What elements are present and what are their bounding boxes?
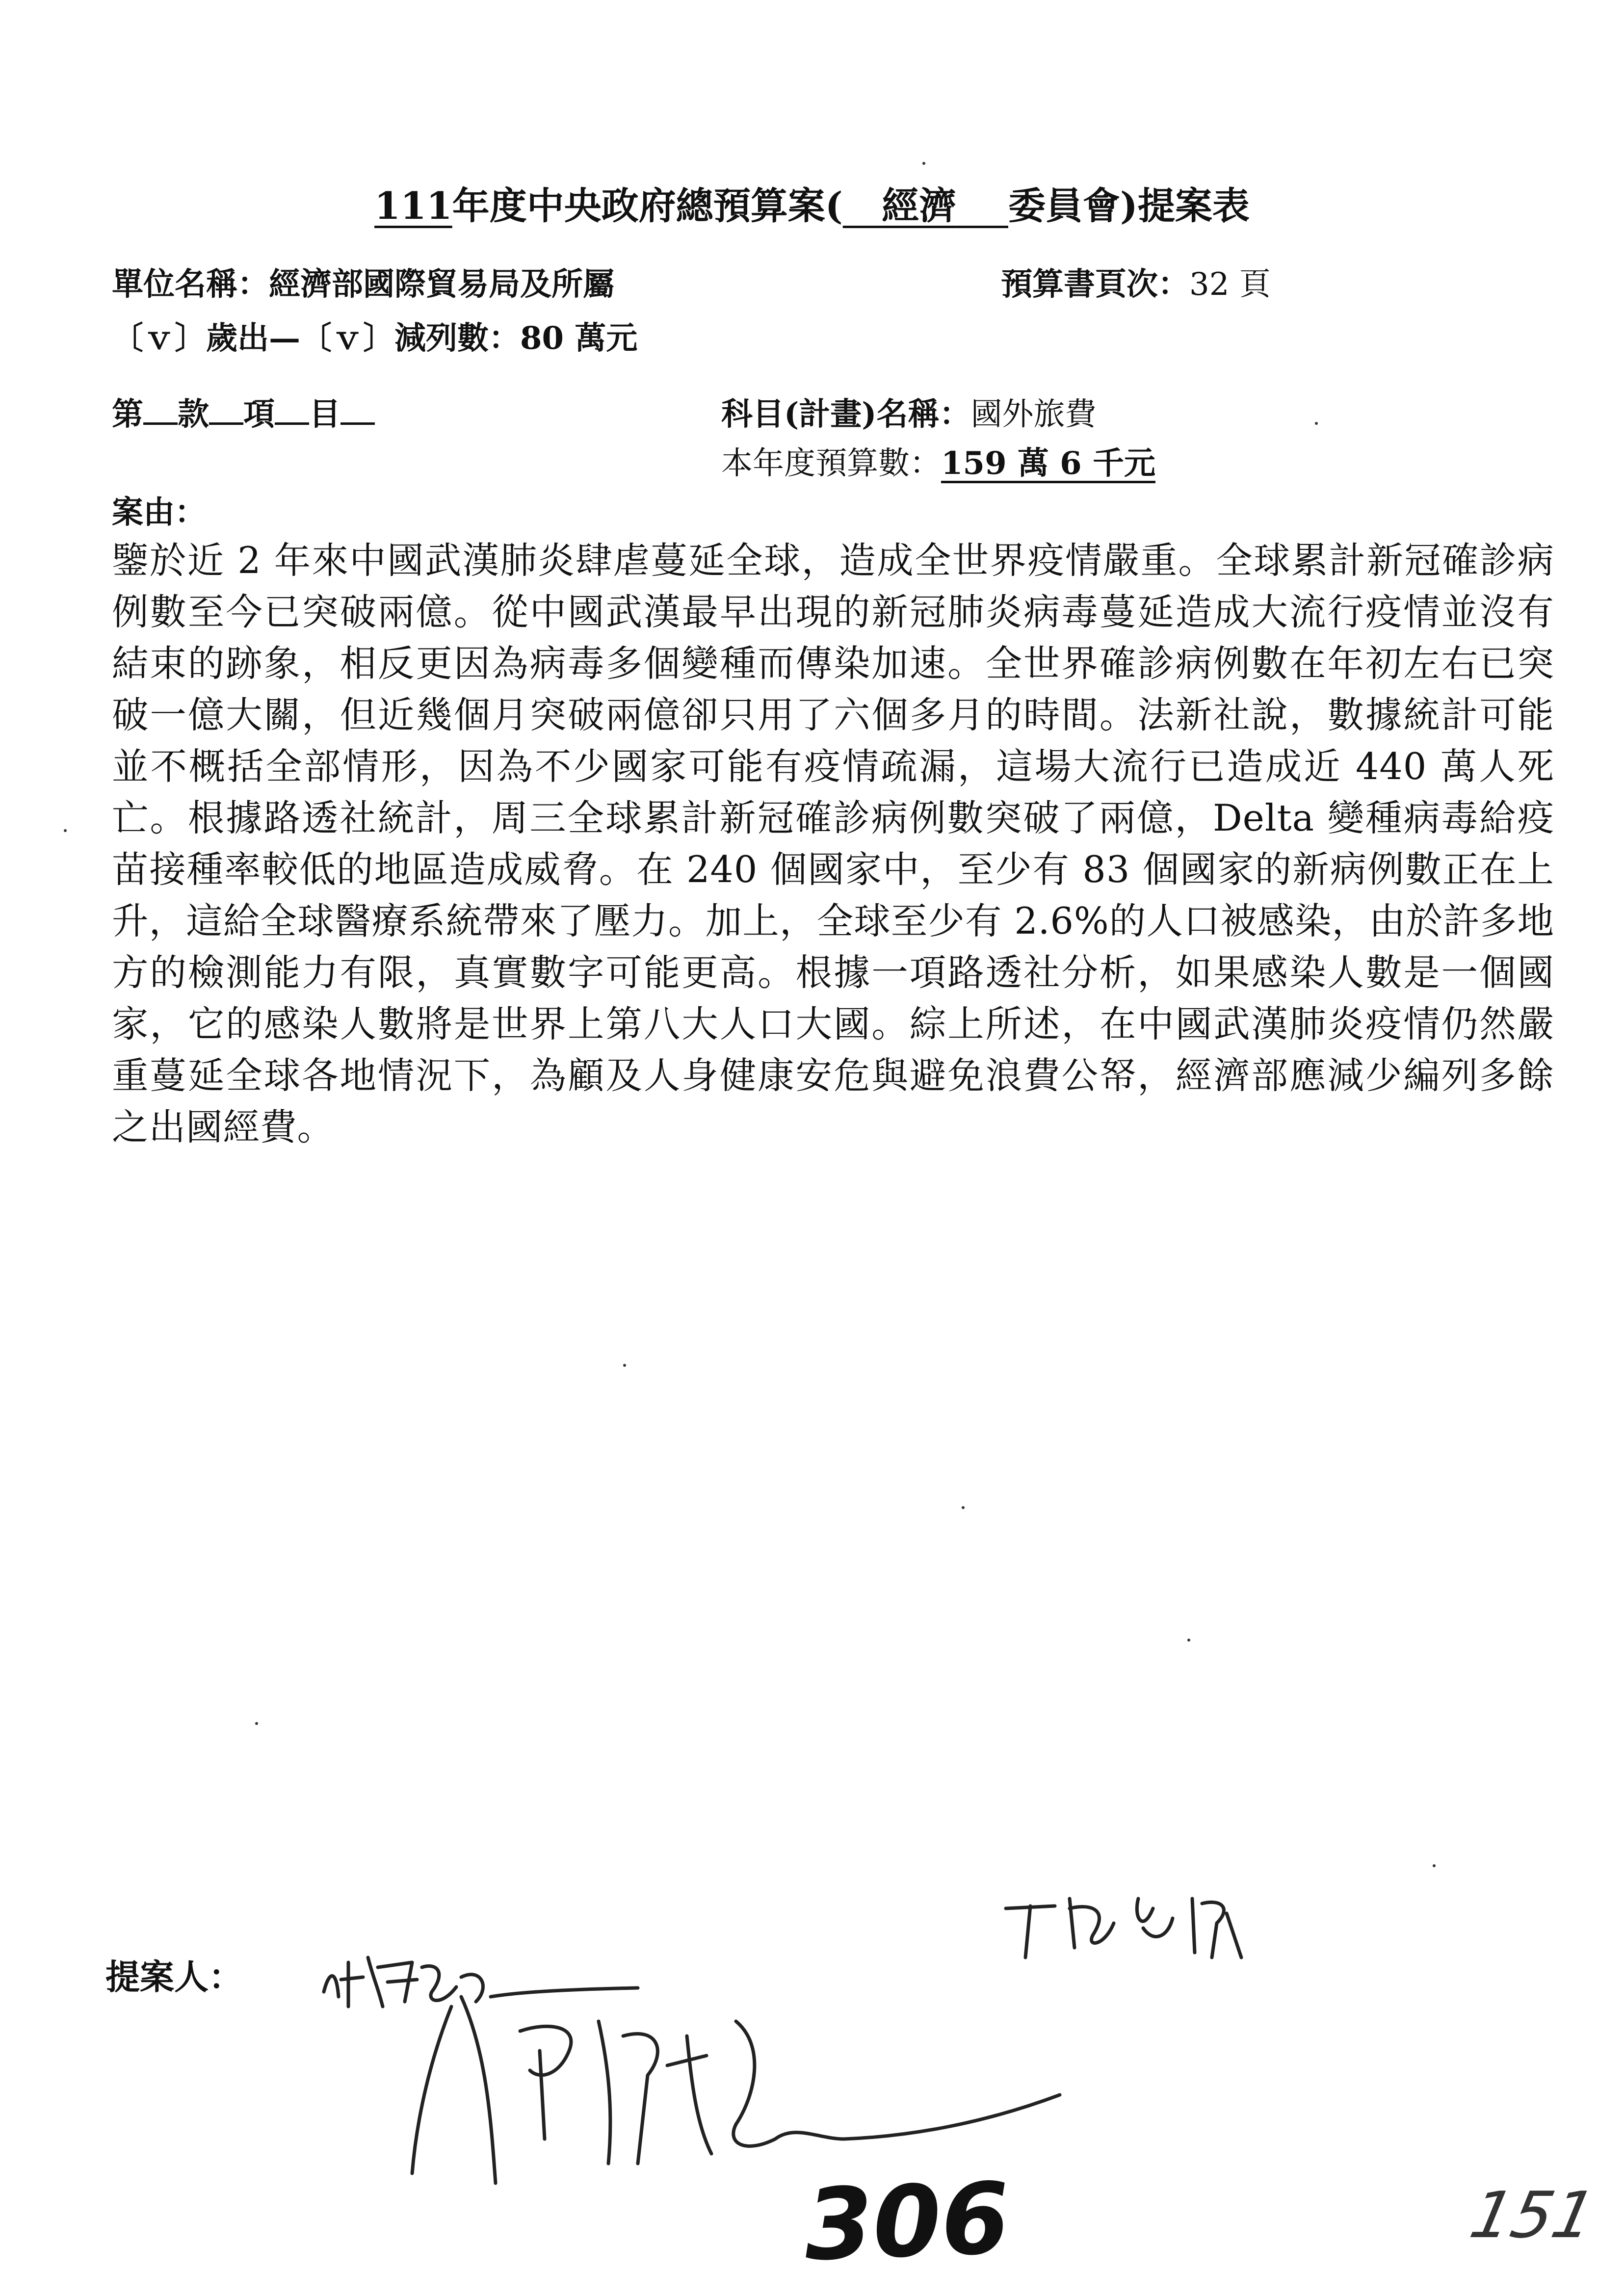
- handwritten-signature-2: [996, 1879, 1271, 1977]
- scan-speck: [1315, 422, 1318, 425]
- subject-value: 國外旅費: [970, 396, 1097, 433]
- budget-page-label: 預算書頁次：: [1001, 266, 1189, 303]
- kuan-label: 款: [178, 396, 209, 433]
- reason-label: 案由：: [112, 494, 206, 531]
- title-part-2: 委員會)提案表: [1008, 184, 1250, 228]
- budget-page-value: 32 頁: [1189, 266, 1271, 303]
- mu-blank: [275, 395, 309, 425]
- xiang-label: 項: [243, 396, 275, 433]
- scan-speck: [623, 1364, 626, 1367]
- mu-label: 目: [309, 396, 341, 433]
- document-title: [0, 182, 1624, 231]
- title-part-1: 年度中央政府總預算案(: [452, 184, 843, 228]
- fiscal-year: 111: [374, 184, 452, 228]
- annual-budget-value: 159 萬 6 千元: [941, 445, 1155, 482]
- committee-name: 經濟: [882, 184, 957, 228]
- trailing-blank: [341, 395, 375, 425]
- budget-page-row: [1001, 262, 1271, 307]
- scan-speck: [64, 829, 67, 832]
- handwritten-corner-number: 151: [1464, 2178, 1602, 2252]
- reason-text: 鑒於近 2 年來中國武漢肺炎肆虐蔓延全球，造成全世界疫情嚴重。全球累計新冠確診病例數至今已突破兩億。從中國武漢最早出現的新冠肺炎病毒蔓延造成大流行疫情並沒有結束的跡象，相反更因為病毒多個變種而傳染加速。全世界確診病例數在年初左右已突破一億大關，但近幾個月突破兩億卻只用了六個多月的時間。法新社說，數據統計可能並不概括全部情形，因為不少國家可能有疫情疏漏，這場大流行已造成近 440 萬人死亡。根據路透社統計，周三全球累計新冠確診病例數突破了兩億，Delta 變種病毒給疫苗接種率較低的地區造成威脅。在 240 個國家中，至少有 83 個國家的新病例數正在上升，這給全球醫療系統帶來了壓力。加上，全球至少有 2.6%的人口被感染，由於許多地方的檢測能力有限，真實數字可能更高。根據一項路透社分析，如果感染人數是一個國家，它的感染人數將是世界上第八大人口大國。綜上所述，在中國武漢肺炎疫情仍然嚴重蔓延全球各地情況下，為顧及人身健康安危與避免浪費公帑，經濟部應減少編列多餘之出國經費。: [112, 539, 1554, 1148]
- annual-budget-label: 本年度預算數：: [721, 445, 941, 482]
- subject-label: 科目(計畫)名稱：: [721, 396, 971, 433]
- scan-speck: [255, 1722, 258, 1725]
- item-path-row: [112, 392, 375, 437]
- subject-row: [721, 392, 1097, 437]
- kuan-blank: [143, 395, 178, 425]
- reduction-value: 80 萬元: [520, 320, 638, 357]
- xiang-blank: [209, 395, 243, 425]
- reduction-row: [112, 316, 637, 361]
- scan-speck: [962, 1506, 965, 1509]
- scan-speck: [1187, 1639, 1190, 1642]
- scan-speck: [922, 162, 925, 165]
- unit-label: 單位名稱：: [112, 266, 269, 303]
- annual-budget-row: [721, 442, 1155, 486]
- scan-speck: [1433, 1864, 1436, 1867]
- reduction-prefix: 〔ｖ〕歲出—〔ｖ〕減列數：: [112, 320, 520, 357]
- kuan-prefix: 第: [112, 396, 143, 433]
- unit-name-row: [112, 262, 614, 307]
- handwritten-page-number: 306: [803, 2161, 1012, 2283]
- unit-value: 經濟部國際貿易局及所屬: [269, 266, 614, 303]
- proposer-label: 提案人：: [105, 1957, 243, 1997]
